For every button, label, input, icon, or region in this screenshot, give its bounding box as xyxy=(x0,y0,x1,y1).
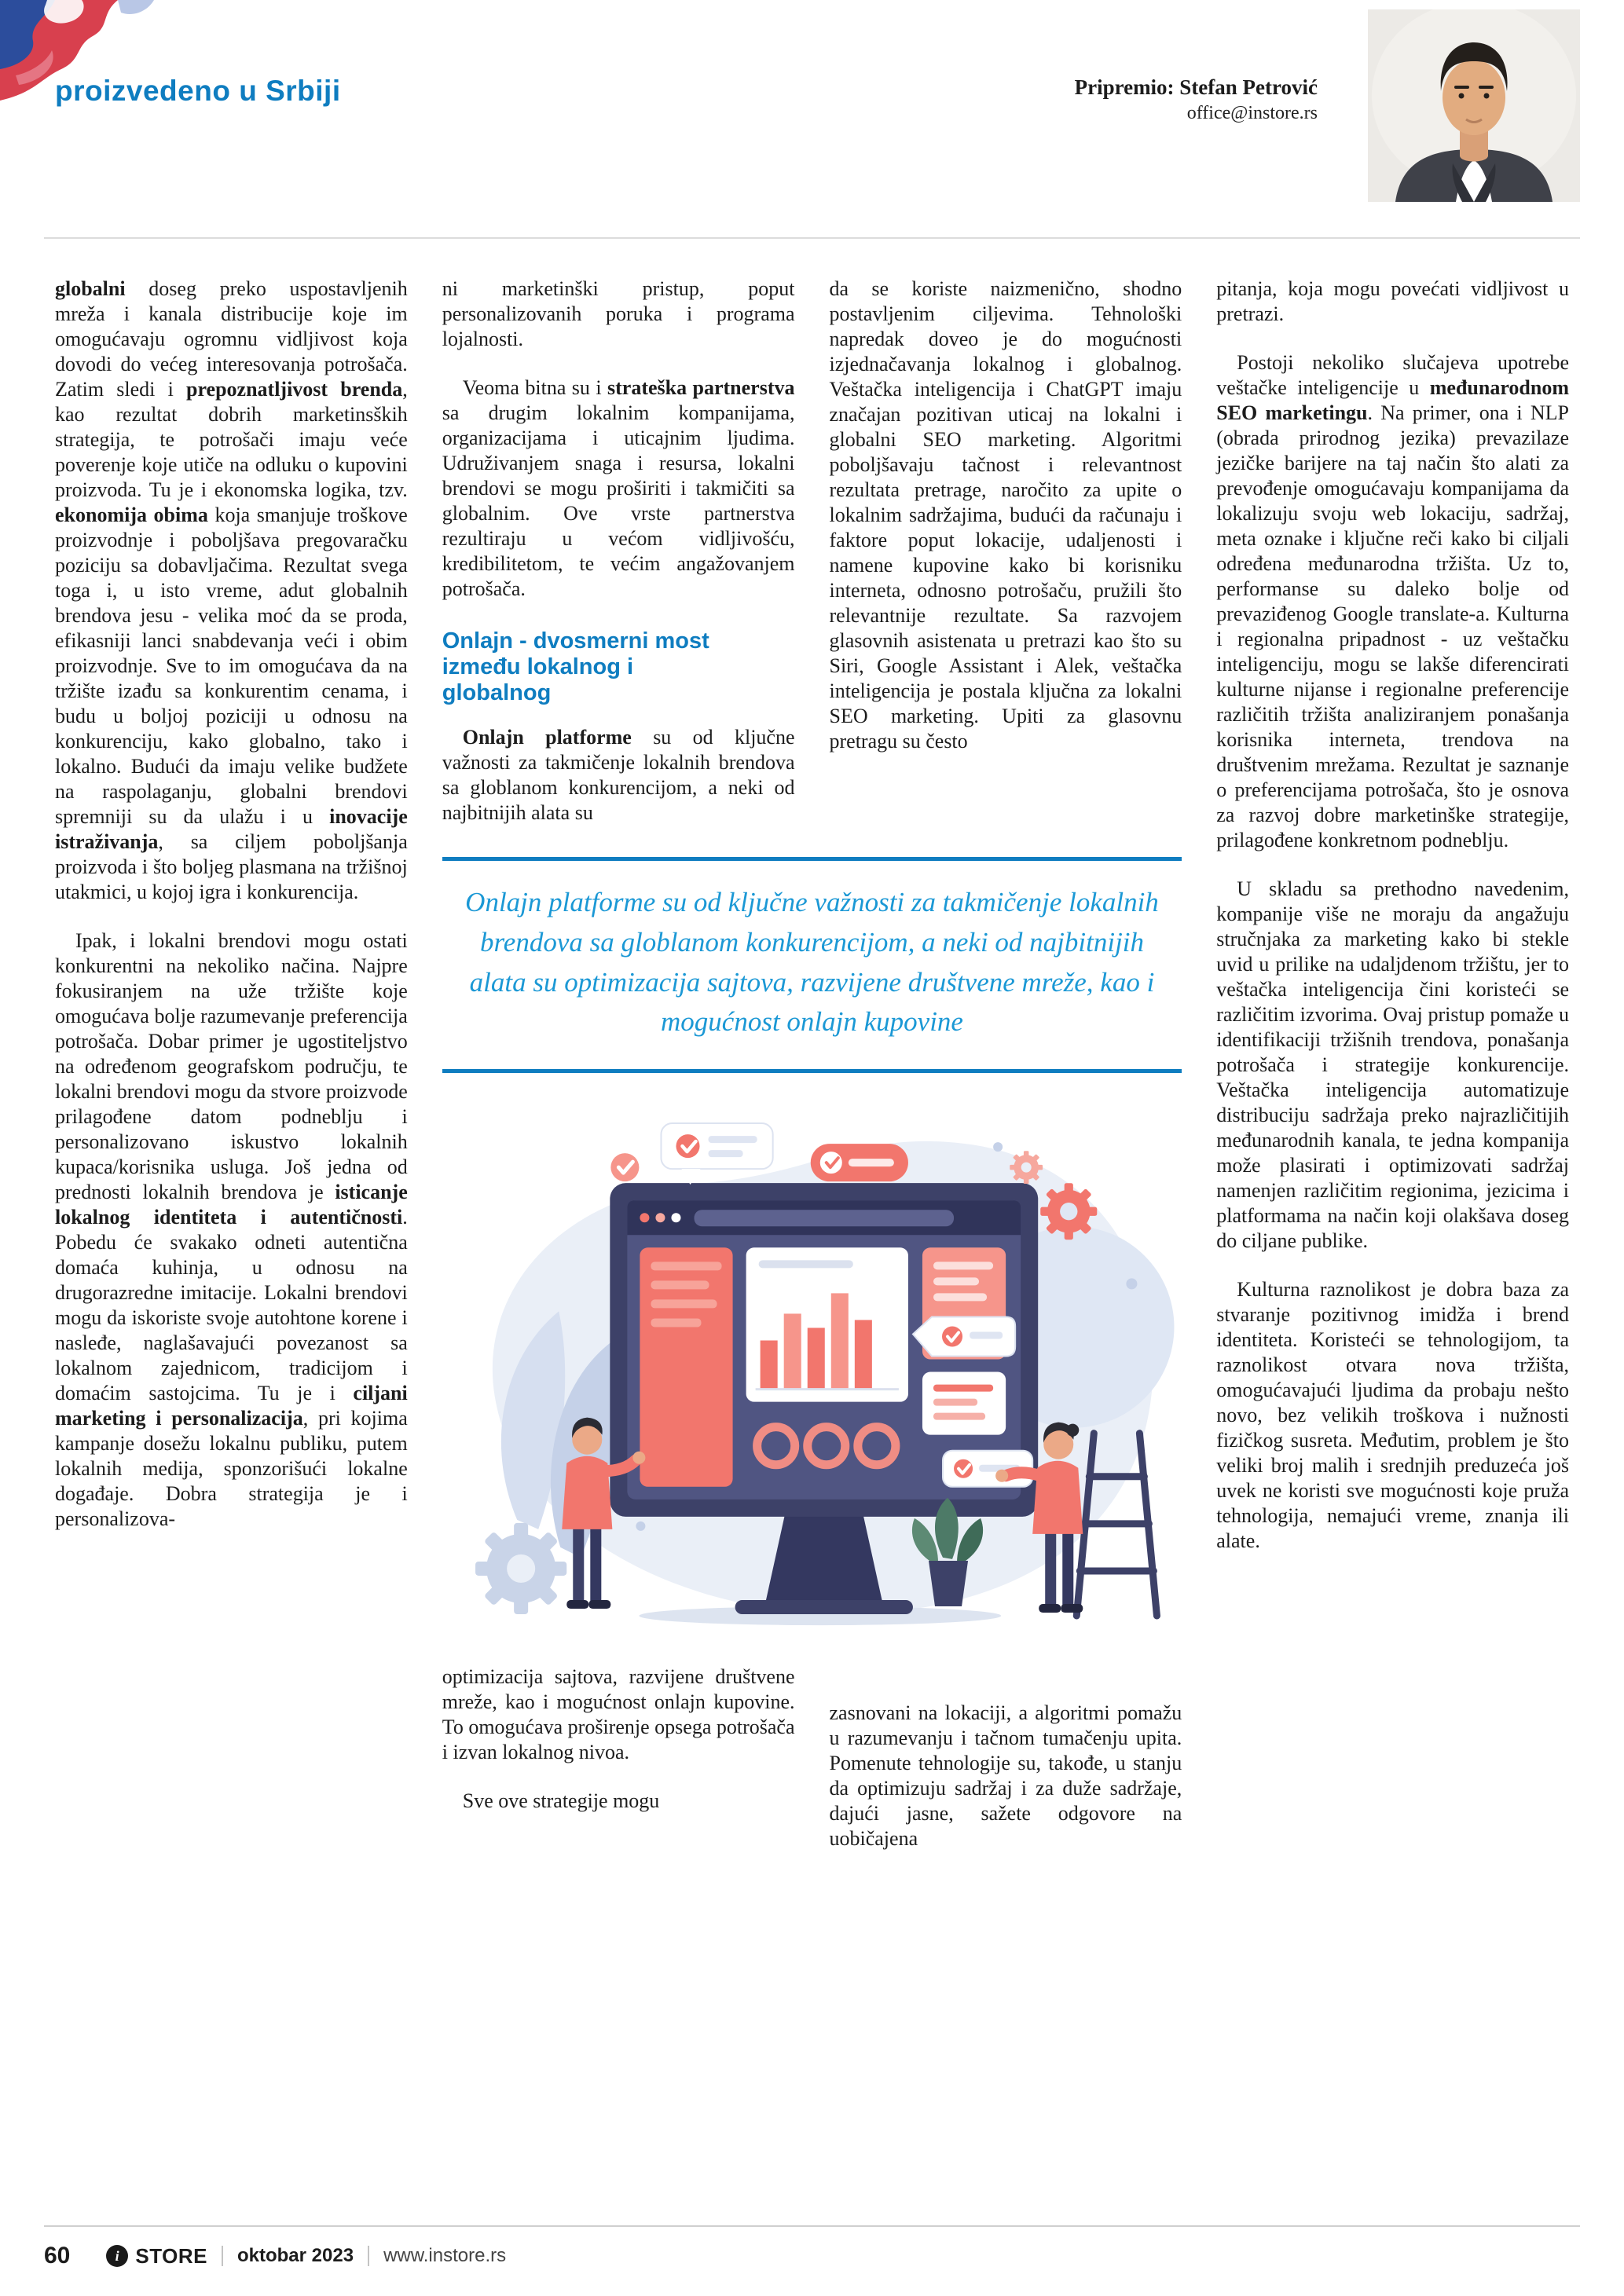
bar-chart xyxy=(746,1247,907,1401)
middle-columns xyxy=(442,276,1182,1851)
column-2-top xyxy=(442,276,795,826)
column-3-top xyxy=(830,276,1182,826)
checkmark-tag-right xyxy=(913,1317,1015,1357)
instore-logo-text: STORE xyxy=(135,2243,207,2268)
quote-rule-bottom xyxy=(442,1069,1182,1073)
body-paragraph: Onlajn platforme su od ključne važnosti za takmičenje lokalnih brendova sa globlanom konkurencijom, a neki od najbitnijih alata su xyxy=(442,726,795,825)
body-paragraph: globalni doseg preko uspostavljenih mreža i kanala distribucije koje im omogućavaju ogromnu vidljivost koja dovodi do većeg interesovanja potrošača. Zatim sledi i prepoznatljivost brenda, kao rezultat dobrih marketinsških strategija, te potrošači imaju veće poverenje koje utiče na odluku o kupovini proizvoda. Tu je i ekonomska logika, tzv. ekonomija obima koja smanjuje troškove proizvodnje i poboljšava pregovaračku poziciju sa dobavljačima. Rezultat svega toga i, u isto vreme, adut globalnih brendova jesu - velika moć da se proda, efikasniji lanci snabdevanja veći i obim proizvodnje. Sve to im omogućava da na tržište izađu sa konkurentim cenama, i budu u boljoj poziciji u odnosu na konkurenciju, kako globalno, tako i lokalno. Budući da imaju velike budžete na raspolaganju, globalni brendovi spremniji su da ulažu i u inovacije istraživanja, sa ciljem poboljšanja proizvoda i što boljeg plasmana na tržišnoj utakmici, u kojoj igra i konkurencija. xyxy=(55,277,408,903)
body-paragraph: optimizacija sajtova, razvijene društvene mreže, kao i mogućnost onlajn kupovine. To omogućava proširenje opsega potrošača i izvan lokalnog nivoa. xyxy=(442,1665,795,1764)
byline-email: office@instore.rs xyxy=(1186,103,1318,123)
website-text: www.instore.rs xyxy=(383,2245,507,2266)
column-3-bottom xyxy=(830,1701,1182,1851)
body-paragraph: U skladu sa prethodno navedenim, kompanije više ne moraju da angažuju stručnjaka za marketing kako bi stekle uvid u prilike na udaljdenom tržištu, jer to veštačka inteligencija čini koristeći se različitim izvorima. Ovaj pristup pomaže u identifikaciji tržišnih trendova, ponašanja potrošača i strategije konkurencije. Veštačka inteligencija automatizuje distribuciju sadržaja preko najrazličitijih međunarodnih kanala, te jedna kompanija može plasirati i optimizovati sadržaj namenjen različitim regionima, jezicima i platformama na način koji olakšava doseg do ciljane publike. xyxy=(1216,877,1569,1252)
body-paragraph: zasnovani na lokaciji, a algoritmi pomažu u razumevanju i tačnom tumačenju upita. Pomenute tehnologije su, takođe, u stanju da optimizuju sadržaj i za duže sadržaje, dajući jasne, sažete odgovore na uobičajena xyxy=(829,1701,1182,1851)
body-paragraph: Postoji nekoliko slučajeva upotrebe veštačke inteligencije u međunarodnom SEO marketingu. Na primer, ona i NLP (obrada prirodnog jezika) prevazilaze jezičke barijere na taj način što alati za prevođenje omogućavaju kompanijama da lokalizuju svoju web lokaciju, sadržaj, meta oznake i ključne reči kako bi ciljali određena međunarodna tržišta. Uz to, performanse su daleko bolje od prevaziđenog Google translate-a. Kulturna i regionalna pripadnost - uz veštačku inteligenciju, mogu se lakše diferencirati kulturne nijanse i regionalne preferencije različitih tržišta analiziranjem ponašanja korisnika interneta, trendova na društvenim mrežama. Rezultat je saznanje o preferencijama potrošača, što je osnova za razvoj dobre marketinške strategije, prilagođene konkretnom podneblju. xyxy=(1216,351,1569,851)
pull-quote xyxy=(442,857,1182,1073)
instore-logo xyxy=(106,2244,207,2269)
body-paragraph: ni marketinški pristup, poput personalizovanih poruka i programa lojalnosti. xyxy=(442,277,795,350)
pull-quote-text: Onlajn platforme su od ključne važnosti za takmičenje lokalnih brendova sa globlanom konkurencijom, a neki od najbitnijih alata su optimizacija sajtova, razvijene društvene mreže, kao i mogućnost onlajn kupovine xyxy=(465,887,1159,1038)
checkmark-bubble xyxy=(661,1123,772,1185)
section-heading: Onlajn - dvosmerni most između lokalnog i globalnog xyxy=(442,628,709,706)
author-photo xyxy=(1368,9,1580,202)
instore-logo-icon: i xyxy=(106,2245,128,2267)
byline-author: Pripremio: Stefan Petrović xyxy=(1074,75,1318,99)
footer-divider xyxy=(368,2246,369,2266)
body-paragraph: Veoma bitna su i strateška partnerstva sa drugim lokalnim kompanijama, organizacijama i uticajnim ljudima. Udruživanjem snaga i resursa, lokalni brendovi se mogu proširiti i takmičiti sa globalnim. Ove vrste partnerstva rezultiraju u većom vidljivošću, kredibilitetom, te većim angažovanjem potrošača. xyxy=(442,376,795,600)
middle-bottom-row xyxy=(442,1664,1182,1851)
column-2-bottom xyxy=(442,1664,795,1851)
column-1 xyxy=(55,276,408,1851)
body-paragraph: da se koriste naizmenično, shodno postavljenim ciljevima. Tehnološki napredak doveo je do mogućnosti izjednačavanja lokalnog i globalnog. Veštačka inteligencija i ChatGPT imaju značajan pozitivan uticaj na lokalni i globalni SEO marketing. Algoritmi poboljšavaju tačnost i relevantnost rezultata pretrage, naročito za upite o lokalnim sadržajima, budući da računaju i faktore poput lokacije, udaljenosti i namene kupovine kako bi korisniku interneta, odnosno potrošaču, pružili što relevantnije rezultate. Sa razvojem glasovnih asistenata u pretrazi kao što su Siri, Google Assistant i Alek, veštačka inteligencija je postala ključna za lokalni SEO marketing. Upiti za glasovnu pretragu su često xyxy=(829,277,1182,753)
check-circle xyxy=(610,1153,639,1181)
column-4 xyxy=(1216,276,1569,1851)
article-illustration xyxy=(442,1095,1182,1638)
body-paragraph: Ipak, i lokalni brendovi mogu ostati konkurentni na nekoliko načina. Najpre fokusiranjem na uže tržište koje omogućava bolje razumevanje preferencija potrošača. Dobar primer je ugostiteljstvo na određenom geografskom području, te lokalni brendovi mogu da stvore proizvode prilagođene datom podneblju i personalizovano iskustvo lokalnih kupaca/korisnika usluga. Još jedna od prednosti lokalnih brendova je isticanje lokalnog identiteta i autentičnosti. Pobedu će svakako odneti autentična domaća kuhinja, u odnosu na drugorazredne imitacije. Lokalni brendovi mogu da iskoriste svoje autohtone korene i nasleđe, naglašavajući povezanost sa lokalnom zajednicom, tradicijom i domaćim sastojcima. Tu je i ciljani marketing i personalizacija, pri kojima kampanje dosežu lokalnu publiku, putem lokalnih medija, sponzorišući lokalne događaje. Dobra strategija je i personalizova- xyxy=(55,929,408,1530)
byline-block xyxy=(1075,75,1318,124)
body-paragraph: pitanja, koja mogu povećati vidljivost u pretrazi. xyxy=(1216,277,1569,325)
body-paragraph: Kulturna raznolikost je dobra baza za stvaranje pozitivnog imidža i brend identiteta. Koristeći se tehnologijom, ta raznolikost otvara nova tržišta, omogućavajući ljudima da probaju nešto novo, bez velikih troškova i nužnosti fizičkog susreta. Međutim, problem je što veliki broj malih i srednjih preduzeća još uvek ne koristi sve mogućnosti koje pruža tehnologija, nemajući vreme, znanja ili alate. xyxy=(1216,1278,1569,1552)
footer-divider xyxy=(222,2246,223,2266)
checkmark-pill xyxy=(810,1144,907,1181)
article-body xyxy=(55,276,1569,1851)
issue-date: oktobar 2023 xyxy=(236,2245,354,2266)
page-kicker: proizvedeno u Srbiji xyxy=(55,75,341,107)
page-number: 60 xyxy=(44,2243,71,2269)
body-paragraph: Sve ove strategije mogu xyxy=(462,1789,660,1813)
middle-top-row xyxy=(442,276,1182,826)
header-divider xyxy=(44,237,1580,239)
page-footer xyxy=(44,2225,1580,2269)
